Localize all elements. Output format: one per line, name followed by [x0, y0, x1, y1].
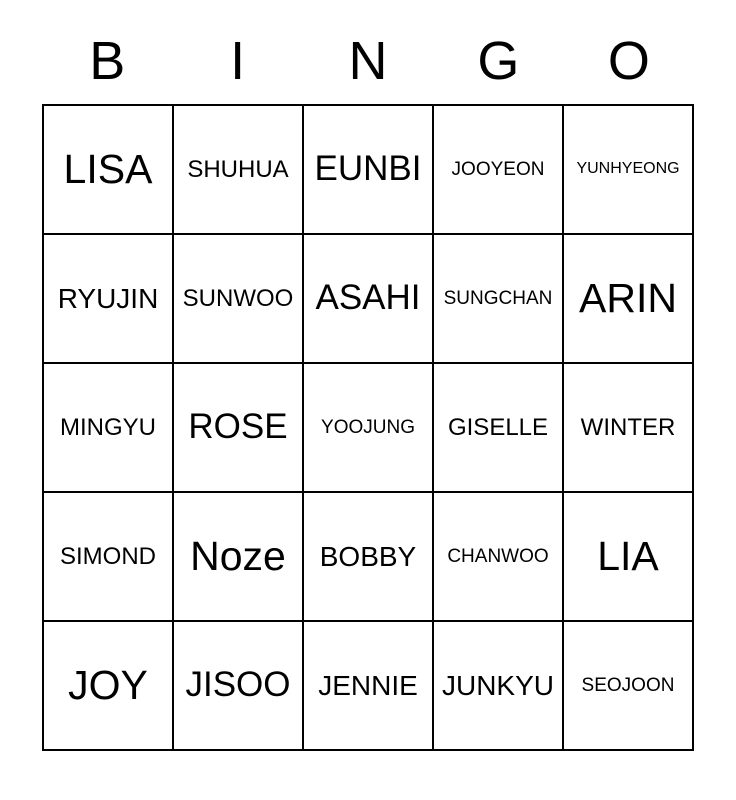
bingo-cell[interactable]	[304, 364, 434, 493]
bingo-cell[interactable]	[174, 364, 304, 493]
bingo-cell-label: LIA	[597, 532, 659, 579]
bingo-cell-label: WINTER	[580, 413, 676, 441]
bingo-cell[interactable]	[44, 622, 174, 751]
bingo-cell[interactable]	[564, 622, 694, 751]
bingo-row	[44, 622, 694, 751]
bingo-cell[interactable]	[564, 493, 694, 622]
bingo-cell[interactable]	[44, 106, 174, 235]
bingo-cell-label: SHUHUA	[187, 155, 289, 183]
bingo-cell[interactable]	[434, 493, 564, 622]
bingo-cell[interactable]	[564, 235, 694, 364]
bingo-cell[interactable]	[44, 364, 174, 493]
bingo-cell-label: LISA	[63, 145, 153, 192]
bingo-row	[44, 235, 694, 364]
bingo-row	[44, 106, 694, 235]
bingo-cell-label: JOY	[68, 661, 148, 708]
bingo-cell-label: YUNHYEONG	[576, 160, 680, 178]
bingo-cell[interactable]	[434, 364, 564, 493]
bingo-header-letter-g: G	[477, 31, 520, 91]
bingo-header	[42, 18, 694, 104]
bingo-cell-label: SUNWOO	[182, 284, 294, 312]
bingo-cell[interactable]	[174, 493, 304, 622]
bingo-header-letter-b: B	[89, 31, 126, 91]
bingo-cell-label: JUNKYU	[441, 669, 554, 701]
bingo-grid	[42, 104, 694, 751]
bingo-cell[interactable]	[44, 235, 174, 364]
bingo-cell-label: SEOJOON	[581, 674, 675, 696]
bingo-row	[44, 364, 694, 493]
bingo-cell-label: CHANWOO	[447, 545, 549, 567]
bingo-cell[interactable]	[434, 622, 564, 751]
bingo-cell-label: YOOJUNG	[321, 416, 415, 438]
bingo-cell-label: ROSE	[188, 407, 288, 447]
bingo-cell-label: RYUJIN	[57, 282, 159, 314]
bingo-cell-label: EUNBI	[314, 149, 422, 189]
bingo-card	[42, 18, 694, 751]
bingo-cell[interactable]	[174, 106, 304, 235]
bingo-cell-label: BOBBY	[319, 540, 417, 572]
bingo-cell[interactable]	[304, 106, 434, 235]
bingo-cell[interactable]	[564, 364, 694, 493]
bingo-row	[44, 493, 694, 622]
bingo-header-letter-n: N	[348, 31, 388, 91]
bingo-cell-label: ASAHI	[315, 278, 421, 318]
bingo-cell[interactable]	[174, 235, 304, 364]
bingo-cell-label: JENNIE	[318, 669, 418, 701]
bingo-cell[interactable]	[44, 493, 174, 622]
bingo-header-letter-o: O	[607, 31, 650, 91]
bingo-cell-label: SIMOND	[60, 542, 156, 570]
bingo-cell-label: SUNGCHAN	[443, 287, 553, 309]
bingo-cell[interactable]	[304, 235, 434, 364]
bingo-cell-label: MINGYU	[60, 413, 156, 441]
bingo-cell[interactable]	[174, 622, 304, 751]
bingo-header-letter-i: I	[230, 31, 246, 91]
bingo-cell-label: Noze	[190, 532, 286, 579]
bingo-cell-label: ARIN	[579, 274, 677, 321]
bingo-cell-label: GISELLE	[447, 413, 549, 441]
bingo-cell[interactable]	[434, 235, 564, 364]
bingo-cell[interactable]	[564, 106, 694, 235]
bingo-cell[interactable]	[434, 106, 564, 235]
bingo-cell[interactable]	[304, 493, 434, 622]
bingo-cell-label: JOOYEON	[451, 158, 545, 180]
bingo-cell[interactable]	[304, 622, 434, 751]
bingo-cell-label: JISOO	[185, 665, 291, 705]
